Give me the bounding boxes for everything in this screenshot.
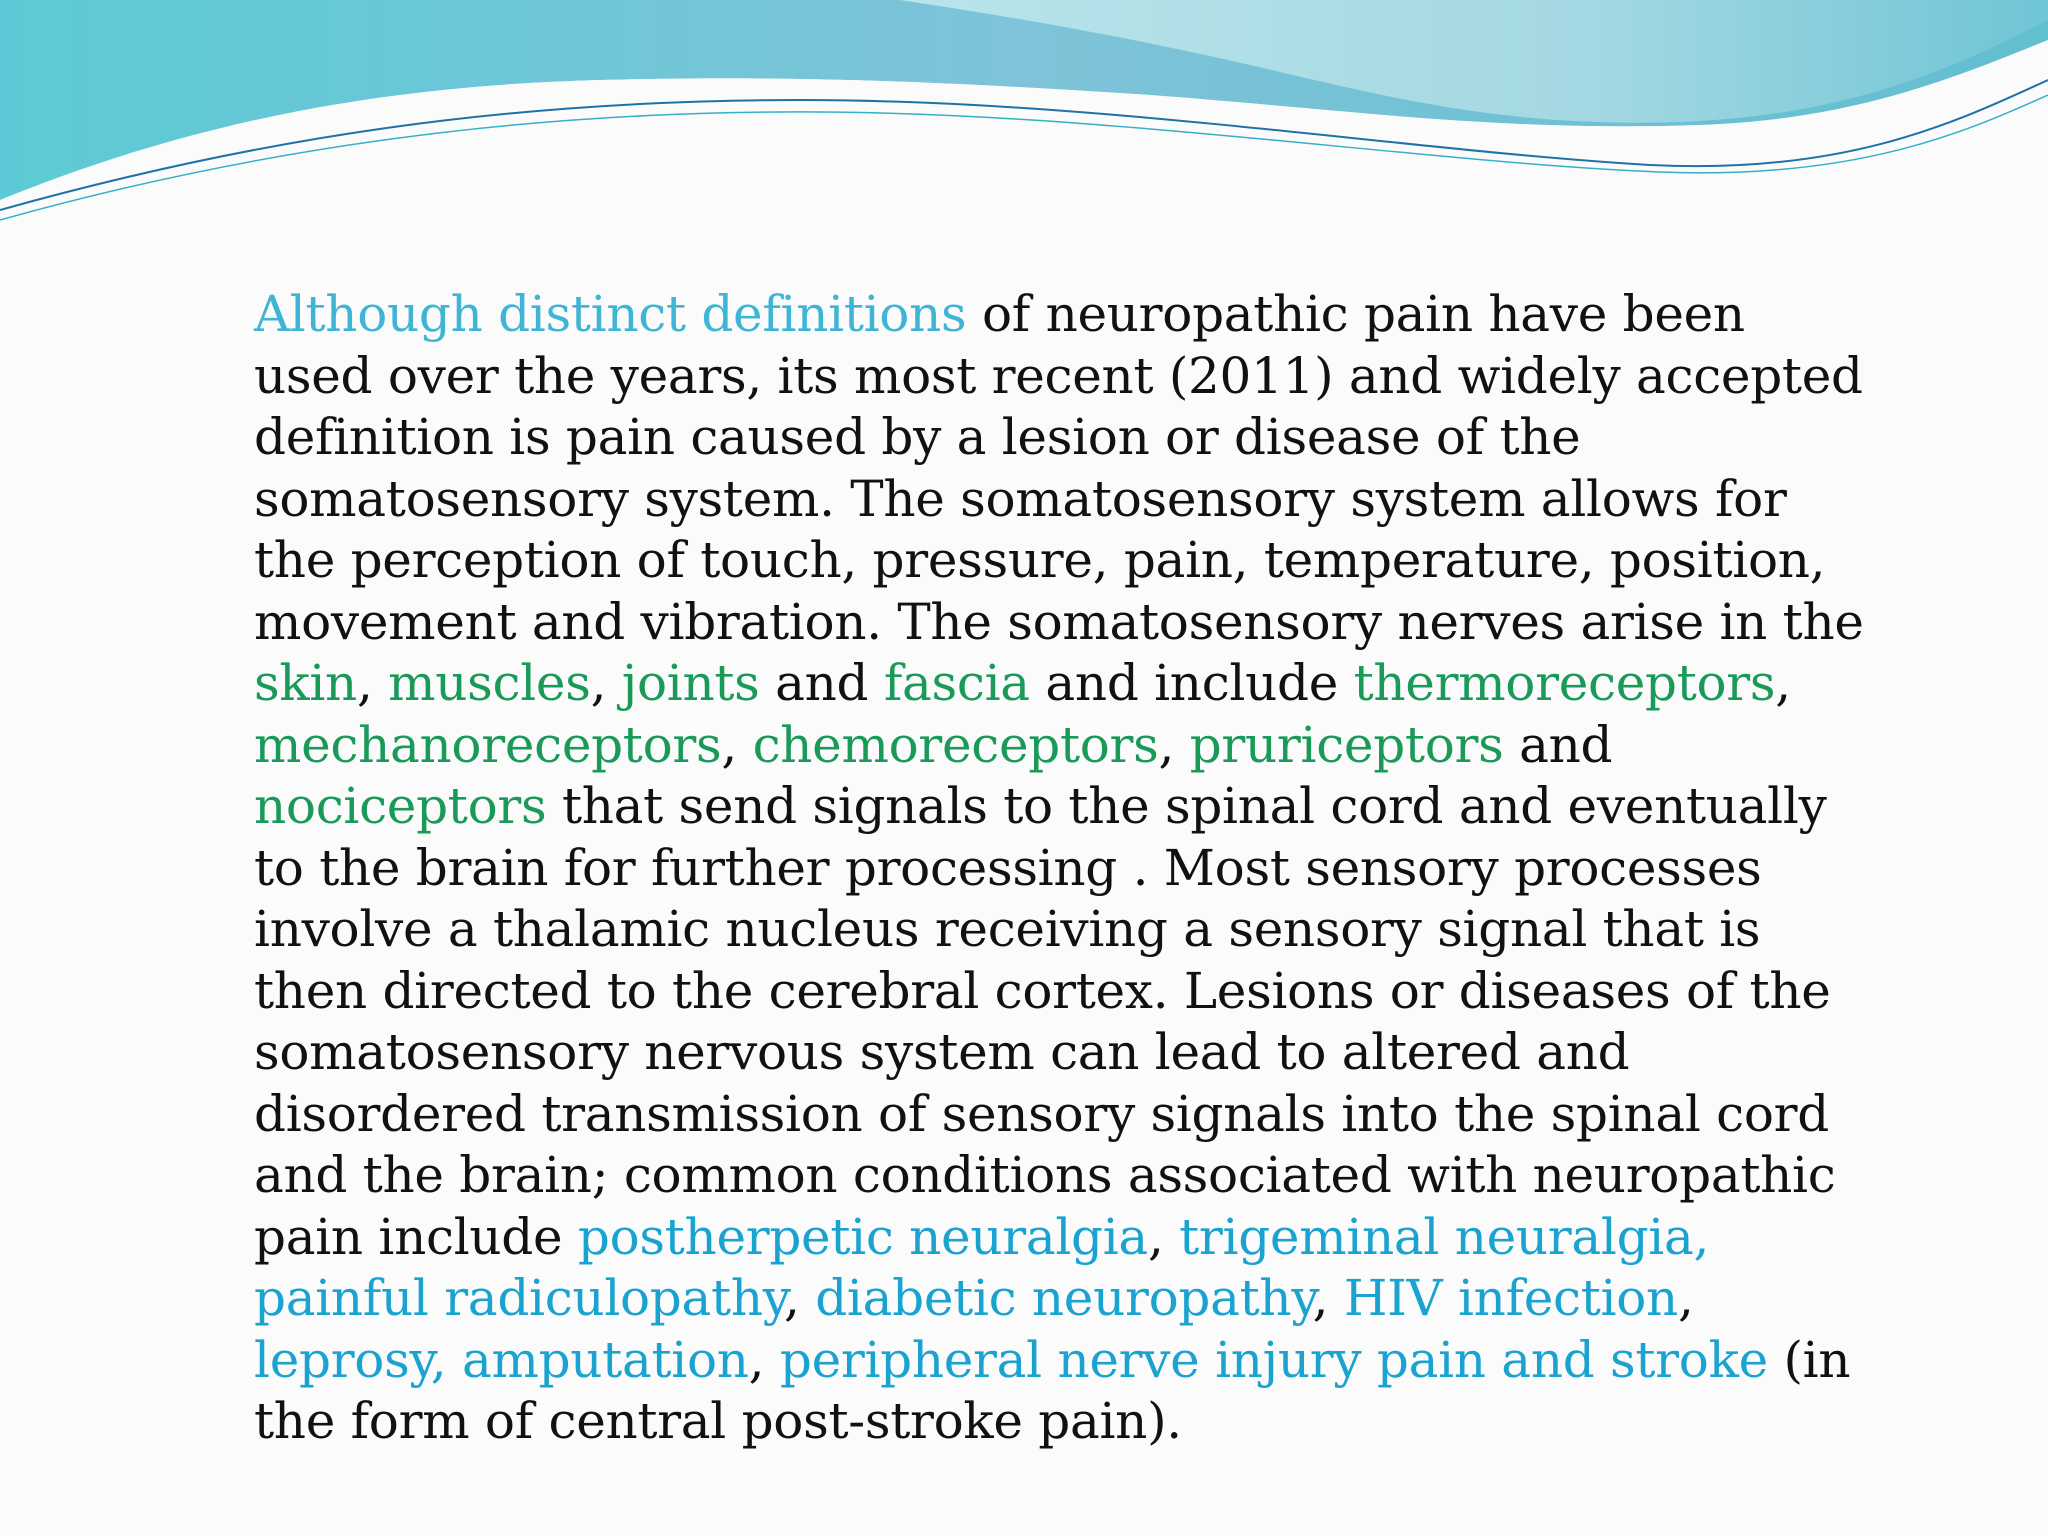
text-line — [254, 715, 1834, 777]
text-segment: the perception of touch, pressure, pain, temperature, position, — [254, 531, 1826, 589]
text-segment: pain include — [254, 1207, 578, 1266]
text-line — [254, 776, 1834, 838]
highlighted-term: muscles — [388, 654, 591, 712]
highlighted-term: postherpetic neuralgia — [577, 1207, 1148, 1266]
text-segment: , — [1158, 715, 1190, 774]
text-segment: of neuropathic pain have been — [966, 285, 1745, 343]
highlighted-term: skin — [254, 654, 357, 712]
text-segment: , — [1677, 1269, 1694, 1327]
text-line — [254, 1268, 1834, 1330]
text-segment: movement and vibration. The somatosensory nerves arise in the — [254, 592, 1864, 651]
text-segment: , — [1775, 654, 1791, 712]
text-segment: and — [759, 654, 884, 712]
text-line — [254, 1207, 1834, 1269]
highlighted-term: peripheral nerve injury pain and stroke — [779, 1330, 1768, 1389]
text-segment: , — [721, 715, 753, 774]
highlighted-term: fascia — [883, 654, 1030, 712]
highlighted-term: Although distinct definitions — [254, 285, 967, 343]
decorative-wave-header — [0, 0, 2048, 260]
text-segment: to the brain for further processing . Most sensory processes — [254, 838, 1762, 897]
body-paragraph — [254, 284, 1864, 1453]
text-segment: , — [1312, 1269, 1344, 1327]
text-segment: , — [748, 1330, 780, 1389]
text-line — [254, 407, 1834, 469]
text-segment: and include — [1029, 654, 1354, 712]
text-line — [254, 1145, 1834, 1207]
text-segment: somatosensory system. The somatosensory system allows for — [254, 469, 1787, 528]
text-segment: and — [1503, 715, 1613, 774]
highlighted-term: trigeminal neuralgia, — [1179, 1207, 1710, 1266]
text-segment: used over the years, its most recent (2011) and widely accepted — [254, 346, 1863, 405]
text-segment: definition is pain caused by a lesion or disease of the — [254, 408, 1581, 466]
text-segment: disordered transmission of sensory signals into the spinal cord — [254, 1084, 1829, 1143]
text-segment: then directed to the cerebral cortex. Lesions or diseases of the — [254, 961, 1831, 1020]
text-segment: somatosensory nervous system can lead to altered and — [254, 1023, 1630, 1081]
text-line — [254, 592, 1864, 654]
highlighted-term: joints — [621, 654, 760, 712]
text-line — [254, 284, 1834, 346]
text-line — [254, 653, 1834, 715]
text-segment: (in — [1767, 1330, 1851, 1389]
text-line — [254, 899, 1834, 961]
text-segment: , — [1147, 1207, 1180, 1266]
text-segment: the form of central post-stroke pain). — [254, 1392, 1182, 1450]
text-line — [254, 530, 1834, 592]
highlighted-term: mechanoreceptors — [254, 715, 722, 774]
highlighted-term: painful radiculopathy — [254, 1269, 785, 1327]
text-line — [254, 1330, 1851, 1392]
text-segment: , — [356, 654, 389, 712]
text-line — [254, 838, 1834, 900]
highlighted-term: HIV infection — [1343, 1269, 1678, 1327]
text-line — [254, 469, 1834, 531]
text-line — [254, 346, 1863, 408]
text-line — [254, 1084, 1834, 1146]
text-segment: , — [590, 654, 622, 712]
highlighted-term: leprosy, amputation — [254, 1330, 749, 1389]
text-segment: and the brain; common conditions associated with neuropathic — [254, 1146, 1836, 1204]
highlighted-term: nociceptors — [254, 777, 547, 835]
highlighted-term: thermoreceptors — [1353, 654, 1776, 712]
text-line — [254, 1391, 1834, 1453]
text-line — [254, 1022, 1834, 1084]
highlighted-term: chemoreceptors — [752, 715, 1159, 774]
text-segment: that send signals to the spinal cord and eventually — [546, 777, 1827, 835]
text-segment: , — [784, 1269, 816, 1327]
text-segment: involve a thalamic nucleus receiving a sensory signal that is — [254, 900, 1761, 958]
highlighted-term: pruriceptors — [1189, 715, 1504, 774]
highlighted-term: diabetic neuropathy — [815, 1269, 1313, 1327]
text-line — [254, 961, 1834, 1023]
